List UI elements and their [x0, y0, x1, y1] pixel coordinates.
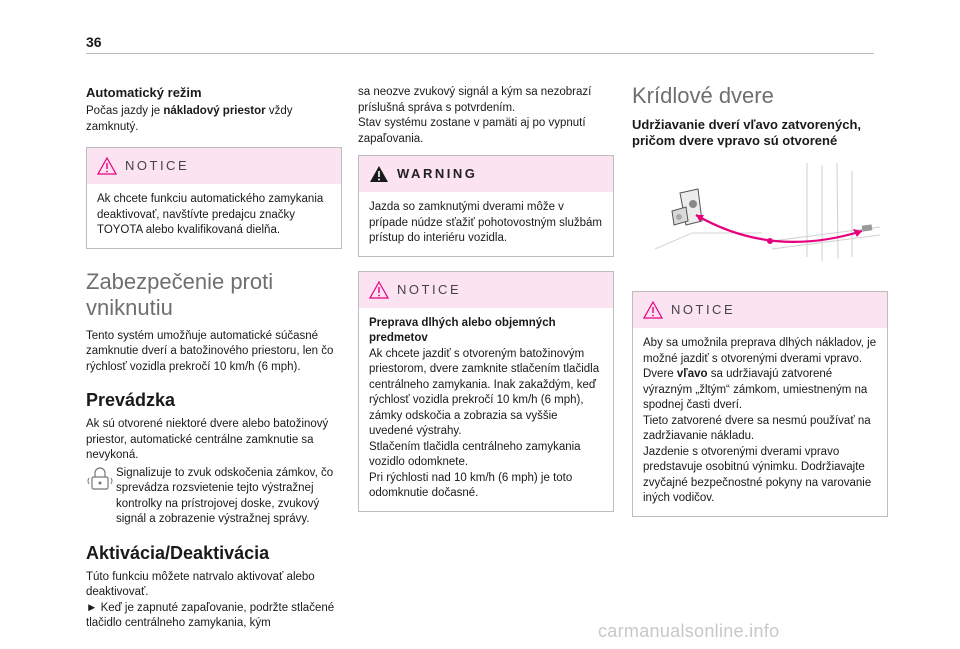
notice-box-3-body: [633, 328, 887, 516]
warning-box: [358, 155, 614, 257]
column-left: [86, 80, 342, 632]
notice-triangle-icon: [97, 157, 117, 175]
wing-doors-subtitle: Udržiavanie dverí vľavo zatvorených, pričom dvere vpravo sú otvorené: [632, 117, 861, 148]
auto-mode-title: Automatický režim: [86, 85, 202, 100]
notice-box-3-header: [633, 292, 887, 328]
watermark: carmanualsonline.info: [598, 621, 780, 641]
notice-triangle-icon: [643, 301, 663, 319]
notice-box-2-body: [359, 308, 613, 511]
protection-title: Zabezpečenie proti vniknutiu: [86, 268, 274, 320]
column-right: [632, 80, 888, 517]
notice-box-3: [632, 291, 888, 517]
door-lock-illustration: [652, 161, 882, 265]
protection-text: Tento systém umožňuje automatické súčasné zamknutie dverí a batožinového priestoru, len čo rýchlosť vozidla prekročí 10 km/h (6 mph).: [86, 329, 334, 373]
operation-lock-text: Signalizuje to zvuk odskočenia zámkov, čo sprevádza rozsvietenie tejto výstražnej kontrolky na prístrojovej doske, zvukový signál a zobrazenie výstražnej správy.: [116, 466, 334, 525]
header-rule: [86, 53, 874, 54]
warning-triangle-icon: [369, 165, 389, 183]
notice-3-p3: Tieto zatvorené dvere sa nesmú používať na zadržiavanie nákladu.: [643, 414, 871, 442]
operation-text: Ak sú otvorené niektoré dvere alebo batožinový priestor, automatické centrálne zamknutie sa nevykoná.: [86, 418, 329, 461]
notice-box-1: [86, 147, 342, 249]
notice-label: NOTICE: [125, 158, 190, 174]
notice-box-2-header: [359, 272, 613, 308]
warning-box-body: Jazda so zamknutými dverami môže v prípade núdze sťažiť pohotovostným službám prístup do interiéru vozidla.: [369, 201, 603, 244]
operation-title: Prevádzka: [86, 390, 176, 410]
activation-text: Túto funkciu môžete natrvalo aktivovať alebo deaktivovať.: [86, 570, 315, 598]
page-number: 36: [86, 34, 102, 50]
warning-label: WARNING: [397, 166, 478, 182]
notice-box-1-header: [87, 148, 341, 184]
notice-2-text: Ak chcete jazdiť s otvoreným batožinovým priestorom, dvere zamknite stlačením tlačidla centrálneho zamykania. Inak zakaždým, keď rýchlosť vozidla prekročí 10 km/h (6 mph), zámky odskočia a zobrazia sa vyššie uvedené výstrahy. Stlačením tlačidla centrálneho zamykania vozidlo odomknete. Pri rýchlosti nad 10 km/h (6 mph) je toto odomknutie dočasné.: [369, 347, 600, 499]
warning-box-header: [359, 156, 613, 192]
notice-3-p2: Dvere vľavo sa udržiavajú zatvorené výrazným „žltým“ zámkom, umiestneným na spodnej časti dverí.: [643, 368, 868, 411]
notice-3-p1: Aby sa umožnila preprava dlhých nákladov, je možné jazdiť s otvorenými dverami vpravo.: [643, 337, 877, 365]
operation-lock-paragraph: [86, 464, 342, 528]
notice-label: NOTICE: [671, 302, 736, 318]
auto-mode-text: Počas jazdy je nákladový priestor vždy zamknutý.: [86, 105, 293, 133]
notice-2-title: Preprava dlhých alebo objemných predmetov: [369, 316, 556, 344]
activation-title: Aktivácia/Deaktivácia: [86, 542, 270, 563]
notice-box-1-body: Ak chcete funkciu automatického zamykania deaktivovať, navštívte predajcu značky TOYOTA alebo kvalifikovaná dielňa.: [97, 193, 324, 236]
wing-doors-title: Krídlové dvere: [632, 83, 774, 108]
notice-box-2: [358, 271, 614, 512]
column-middle: [358, 80, 614, 512]
notice-3-p4: Jazdenie s otvorenými dverami vpravo predstavuje osobitnú výnimku. Dodržiavajte zvyčajné bezpečnostné pokyny na varovanie iných vodičov.: [643, 445, 872, 504]
notice-triangle-icon: [369, 281, 389, 299]
continued-text: sa neozve zvukový signál a kým sa nezobrazí príslušná správa s potvrdením. Stav systému zostane v pamäti aj po vypnutí zapaľovania.: [358, 86, 592, 145]
door-lock-warning-icon: [86, 464, 116, 494]
notice-label: NOTICE: [397, 281, 462, 297]
activation-step: ► Keď je zapnuté zapaľovanie, podržte stlačené tlačidlo centrálneho zamykania, kým: [86, 601, 335, 629]
